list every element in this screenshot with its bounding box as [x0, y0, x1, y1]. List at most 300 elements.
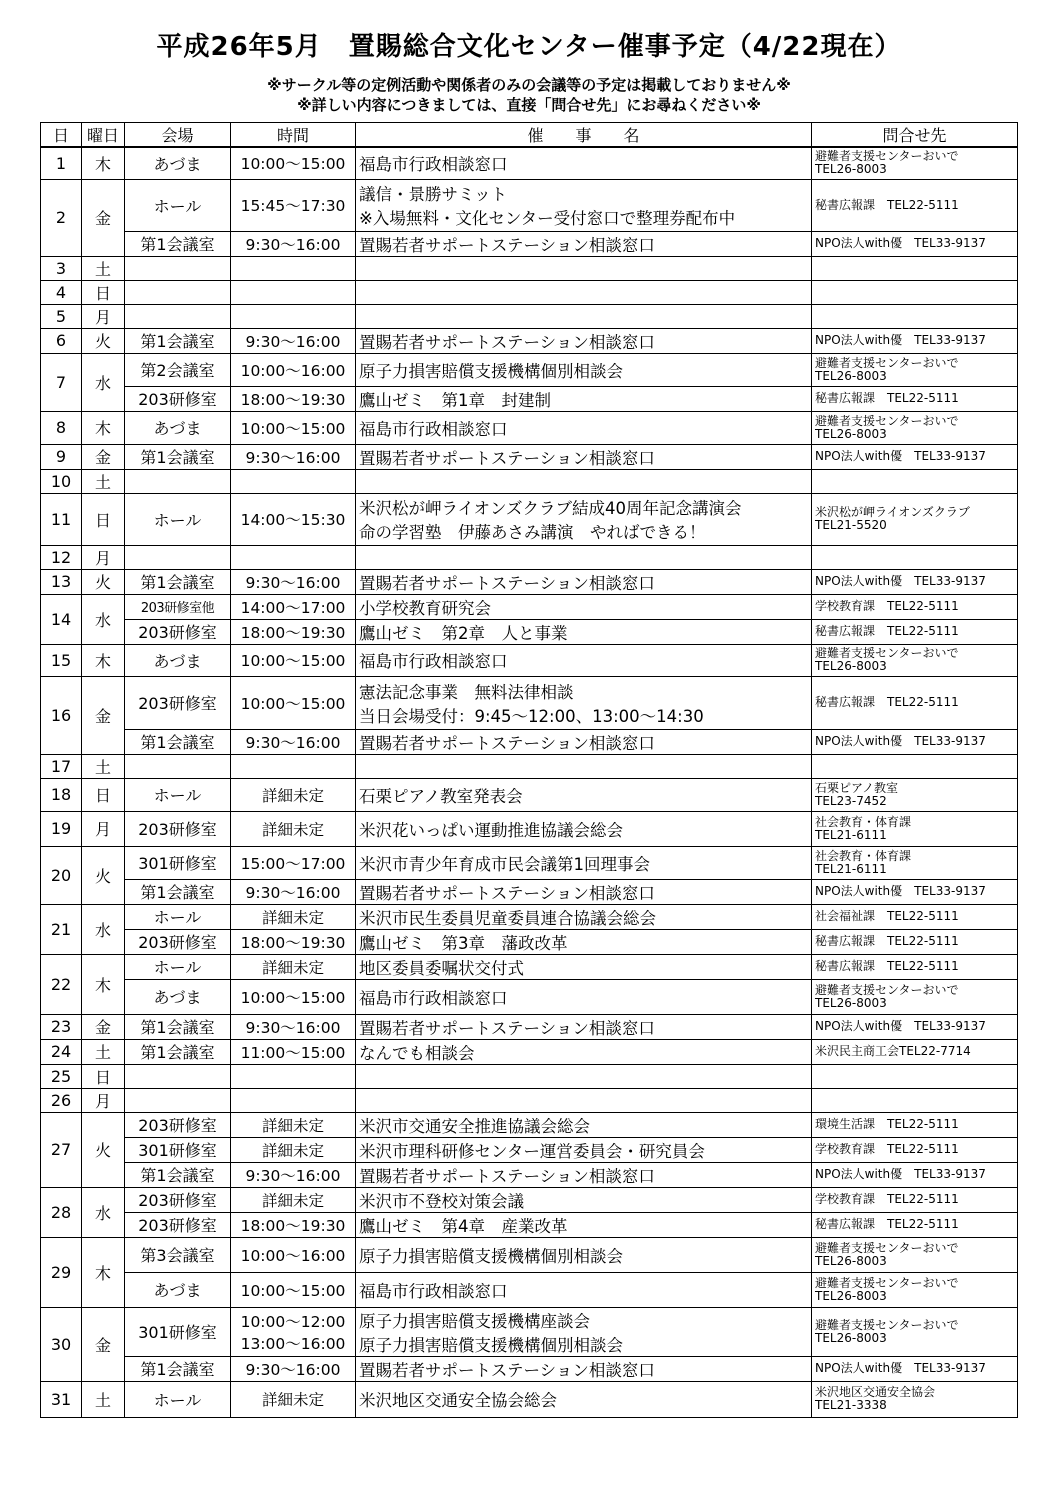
schedule-table	[40, 122, 1018, 1418]
contact-line: TEL26-8003	[815, 995, 887, 1010]
day-cell: 7	[41, 353, 82, 411]
time-line: 9:30～16:00	[245, 883, 341, 902]
event-line: 福島市行政相談窓口	[359, 155, 508, 175]
venue-cell: 第3会議室	[125, 1237, 231, 1272]
contact-line: 学校教育課 TEL22-5111	[815, 599, 959, 613]
event-line: 米沢花いっぱい運動推進協議会総会	[359, 820, 623, 840]
venue-cell: あづま	[125, 147, 231, 179]
contact-cell	[812, 493, 1018, 545]
day-cell: 23	[41, 1014, 82, 1039]
venue-cell: あづま	[125, 1272, 231, 1307]
contact-cell	[812, 386, 1018, 411]
event-line: ※入場無料・文化センター受付窓口で整理券配布中	[359, 209, 736, 228]
time-line: 18:00～19:30	[240, 1216, 346, 1235]
event-cell	[356, 754, 812, 778]
event-line: 米沢市青少年育成市民会議第1回理事会	[359, 854, 650, 874]
time-line: 10:00～15:00	[240, 419, 346, 438]
contact-cell	[812, 1088, 1018, 1112]
contact-cell	[812, 304, 1018, 328]
event-cell	[356, 444, 812, 469]
time-cell	[231, 569, 356, 594]
day-cell: 5	[41, 304, 82, 328]
time-line: 詳細未定	[261, 958, 324, 977]
contact-line: TEL21-3338	[815, 1398, 887, 1412]
table-row	[41, 304, 1018, 328]
day-cell: 15	[41, 644, 82, 676]
event-cell	[356, 729, 812, 754]
event-cell	[356, 929, 812, 954]
contact-cell	[812, 811, 1018, 846]
time-line: 9:30～16:00	[245, 1360, 341, 1379]
event-cell	[356, 1088, 812, 1112]
table-row	[41, 1237, 1018, 1272]
time-cell	[231, 879, 356, 904]
time-cell	[231, 778, 356, 811]
time-cell	[231, 493, 356, 545]
table-row	[41, 1381, 1018, 1417]
time-line: 9:30～16:00	[245, 573, 341, 592]
time-cell	[231, 179, 356, 231]
time-cell	[231, 1039, 356, 1064]
table-row	[41, 1356, 1018, 1381]
contact-line: 避難者支援センターおいで	[815, 355, 959, 370]
venue-cell: 第1会議室	[125, 1356, 231, 1381]
weekday-cell: 金	[82, 179, 125, 256]
contact-cell	[812, 1381, 1018, 1417]
time-cell	[231, 619, 356, 644]
time-cell	[231, 1112, 356, 1137]
time-cell	[231, 280, 356, 304]
weekday-cell: 日	[82, 493, 125, 545]
day-cell: 27	[41, 1112, 82, 1187]
venue-cell: ホール	[125, 954, 231, 979]
day-cell: 9	[41, 444, 82, 469]
event-cell	[356, 328, 812, 353]
event-cell	[356, 1137, 812, 1162]
contact-line: 避難者支援センターおいで	[815, 1240, 959, 1255]
weekday-cell: 火	[82, 569, 125, 594]
venue-cell: 203研修室	[125, 386, 231, 411]
time-cell	[231, 1187, 356, 1212]
day-cell: 25	[41, 1064, 82, 1088]
event-line: 議信・景勝サミット	[359, 185, 508, 204]
table-row	[41, 754, 1018, 778]
table-row	[41, 444, 1018, 469]
contact-line: 避難者支援センターおいで	[815, 149, 959, 164]
table-row	[41, 569, 1018, 594]
venue-cell: ホール	[125, 1381, 231, 1417]
contact-line: NPO法人with優 TEL33-9137	[815, 333, 986, 347]
contact-cell	[812, 979, 1018, 1014]
table-row	[41, 545, 1018, 569]
contact-cell	[812, 778, 1018, 811]
time-cell	[231, 929, 356, 954]
contact-cell	[812, 676, 1018, 729]
venue-cell: 203研修室	[125, 1187, 231, 1212]
time-line: 14:00～17:00	[240, 598, 346, 617]
time-line: 詳細未定	[261, 786, 324, 805]
time-cell	[231, 1137, 356, 1162]
weekday-cell: 水	[82, 353, 125, 411]
contact-line: TEL26-8003	[815, 1330, 887, 1345]
header-day: 日	[41, 123, 82, 148]
time-line: 9:30～16:00	[245, 1166, 341, 1185]
event-cell	[356, 280, 812, 304]
header-weekday: 曜日	[82, 123, 125, 148]
venue-cell: あづま	[125, 644, 231, 676]
venue-cell	[125, 469, 231, 493]
table-row	[41, 493, 1018, 545]
weekday-cell: 木	[82, 954, 125, 1014]
note-line-1: ※サークル等の定例活動や関係者のみの会議等の予定は掲載しておりません※	[267, 76, 791, 94]
table-row	[41, 179, 1018, 231]
event-line: 鷹山ゼミ 第2章 人と事業	[359, 623, 568, 643]
venue-cell: ホール	[125, 179, 231, 231]
table-row	[41, 846, 1018, 879]
event-line: 原子力損害賠償支援機構座談会	[359, 1311, 590, 1331]
table-row	[41, 1187, 1018, 1212]
time-cell	[231, 676, 356, 729]
table-row	[41, 1137, 1018, 1162]
time-cell	[231, 256, 356, 280]
time-cell	[231, 231, 356, 256]
event-cell	[356, 954, 812, 979]
day-cell: 30	[41, 1307, 82, 1381]
contact-cell	[812, 1187, 1018, 1212]
weekday-cell: 水	[82, 594, 125, 644]
event-line: 米沢市不登校対策会議	[359, 1191, 524, 1211]
weekday-cell: 金	[82, 1307, 125, 1381]
event-line: 米沢松が岬ライオンズクラブ結成40周年記念講演会	[359, 499, 742, 518]
table-row	[41, 1212, 1018, 1237]
time-cell	[231, 729, 356, 754]
venue-cell: 第2会議室	[125, 353, 231, 386]
time-line: 9:30～16:00	[245, 235, 341, 254]
venue-cell: 301研修室	[125, 1307, 231, 1356]
event-line: 鷹山ゼミ 第3章 藩政改革	[359, 933, 568, 953]
weekday-cell: 金	[82, 676, 125, 754]
day-cell: 20	[41, 846, 82, 904]
weekday-cell: 月	[82, 1088, 125, 1112]
event-line: 原子力損害賠償支援機構個別相談会	[359, 1246, 623, 1266]
table-row	[41, 979, 1018, 1014]
event-line: 地区委員委嘱状交付式	[359, 958, 524, 978]
time-line: 詳細未定	[261, 1391, 324, 1409]
event-cell	[356, 644, 812, 676]
weekday-cell: 日	[82, 778, 125, 811]
day-cell: 19	[41, 811, 82, 846]
contact-line: TEL23-7452	[815, 793, 887, 808]
time-line: 10:00～15:00	[240, 988, 346, 1007]
event-cell	[356, 1212, 812, 1237]
time-cell	[231, 411, 356, 444]
event-line: 置賜若者サポートステーション相談窓口	[359, 733, 655, 753]
note-line-2: ※詳しい内容につきましては、直接「問合せ先」にお尋ねください※	[297, 96, 761, 114]
event-cell	[356, 1187, 812, 1212]
contact-cell	[812, 644, 1018, 676]
venue-cell: 第1会議室	[125, 569, 231, 594]
contact-cell	[812, 1137, 1018, 1162]
weekday-cell: 木	[82, 411, 125, 444]
weekday-cell: 金	[82, 444, 125, 469]
contact-cell	[812, 353, 1018, 386]
contact-cell	[812, 846, 1018, 879]
contact-line: 石栗ピアノ教室	[815, 780, 899, 795]
time-line: 詳細未定	[261, 1141, 324, 1160]
contact-cell	[812, 904, 1018, 929]
contact-line: NPO法人with優 TEL33-9137	[815, 734, 986, 748]
contact-cell	[812, 1272, 1018, 1307]
weekday-cell: 火	[82, 1112, 125, 1187]
venue-cell	[125, 1088, 231, 1112]
contact-line: TEL26-8003	[815, 1288, 887, 1303]
day-cell: 28	[41, 1187, 82, 1237]
contact-cell	[812, 444, 1018, 469]
event-line: 米沢市理科研修センター運営委員会・研究員会	[359, 1141, 705, 1161]
table-row	[41, 1112, 1018, 1137]
contact-line: NPO法人with優 TEL33-9137	[815, 574, 986, 588]
event-cell	[356, 147, 812, 179]
venue-cell: 第1会議室	[125, 328, 231, 353]
time-line: 10:00～15:00	[240, 1281, 346, 1300]
weekday-cell: 水	[82, 904, 125, 954]
time-cell	[231, 545, 356, 569]
event-line: 置賜若者サポートステーション相談窓口	[359, 1018, 655, 1038]
contact-cell	[812, 729, 1018, 754]
day-cell: 6	[41, 328, 82, 353]
table-row	[41, 1039, 1018, 1064]
contact-line: NPO法人with優 TEL33-9137	[815, 1019, 986, 1033]
contact-line: NPO法人with優 TEL33-9137	[815, 884, 986, 898]
event-line: 原子力損害賠償支援機構個別相談会	[359, 361, 623, 381]
event-cell	[356, 879, 812, 904]
event-cell	[356, 231, 812, 256]
day-cell: 31	[41, 1381, 82, 1417]
event-line: 小学校教育研究会	[359, 598, 491, 618]
contact-line: TEL21-6111	[815, 827, 887, 842]
event-line: 米沢地区交通安全協会総会	[359, 1391, 557, 1410]
time-cell	[231, 1307, 356, 1356]
event-line: 命の学習塾 伊藤あさみ講演 やればできる！	[359, 523, 706, 542]
event-cell	[356, 493, 812, 545]
time-line: 10:00～12:00	[240, 1312, 346, 1331]
event-cell	[356, 256, 812, 280]
time-line: 13:00～16:00	[240, 1334, 346, 1353]
venue-cell	[125, 1064, 231, 1088]
table-row	[41, 280, 1018, 304]
contact-cell	[812, 1162, 1018, 1187]
time-line: 10:00～15:00	[240, 652, 346, 670]
time-cell	[231, 1064, 356, 1088]
contact-line: NPO法人with優 TEL33-9137	[815, 449, 986, 463]
table-row	[41, 594, 1018, 619]
table-row	[41, 1064, 1018, 1088]
time-line: 10:00～15:00	[240, 155, 346, 174]
contact-cell	[812, 1212, 1018, 1237]
time-cell	[231, 444, 356, 469]
weekday-cell: 日	[82, 1064, 125, 1088]
weekday-cell: 月	[82, 304, 125, 328]
table-row	[41, 1162, 1018, 1187]
table-row	[41, 619, 1018, 644]
day-cell: 1	[41, 147, 82, 179]
venue-cell: 第1会議室	[125, 1014, 231, 1039]
day-cell: 29	[41, 1237, 82, 1307]
header-time: 時間	[231, 123, 356, 148]
event-line: 福島市行政相談窓口	[359, 1281, 508, 1301]
venue-cell: 301研修室	[125, 846, 231, 879]
contact-line: 秘書広報課 TEL22-5111	[815, 391, 959, 405]
time-cell	[231, 353, 356, 386]
contact-line: 米沢松が岬ライオンズクラブ	[815, 505, 970, 519]
contact-line: 学校教育課 TEL22-5111	[815, 1192, 959, 1206]
time-cell	[231, 1014, 356, 1039]
event-cell	[356, 469, 812, 493]
time-line: 詳細未定	[261, 1116, 324, 1135]
contact-cell	[812, 1356, 1018, 1381]
table-row	[41, 256, 1018, 280]
contact-cell	[812, 929, 1018, 954]
time-line: 18:00～19:30	[240, 390, 346, 409]
time-line: 18:00～19:30	[240, 623, 346, 642]
venue-cell: 第1会議室	[125, 444, 231, 469]
contact-line: 避難者支援センターおいで	[815, 413, 959, 428]
contact-line: 米沢民主商工会TEL22-7714	[815, 1044, 971, 1058]
weekday-cell: 金	[82, 1014, 125, 1039]
event-line: 原子力損害賠償支援機構個別相談会	[359, 1335, 623, 1355]
weekday-cell: 土	[82, 1381, 125, 1417]
time-line: 14:00～15:30	[240, 511, 346, 529]
contact-line: 社会教育・体育課	[815, 814, 912, 829]
contact-cell	[812, 1307, 1018, 1356]
event-line: 憲法記念事業 無料法律相談	[359, 682, 574, 702]
venue-cell: 203研修室	[125, 1212, 231, 1237]
event-cell	[356, 545, 812, 569]
schedule-body	[41, 147, 1018, 1417]
time-cell	[231, 594, 356, 619]
contact-line: 秘書広報課 TEL22-5111	[815, 1217, 959, 1231]
event-line: 石栗ピアノ教室発表会	[359, 786, 523, 806]
day-cell: 10	[41, 469, 82, 493]
venue-cell: ホール	[125, 493, 231, 545]
venue-cell: 第1会議室	[125, 1162, 231, 1187]
table-row	[41, 929, 1018, 954]
day-cell: 26	[41, 1088, 82, 1112]
header-row	[41, 123, 1018, 148]
event-line: 置賜若者サポートステーション相談窓口	[359, 332, 655, 352]
time-line: 15:00～17:00	[240, 854, 346, 873]
event-cell	[356, 1064, 812, 1088]
venue-cell: 203研修室	[125, 676, 231, 729]
event-cell	[356, 1356, 812, 1381]
venue-cell	[125, 280, 231, 304]
event-cell	[356, 569, 812, 594]
contact-line: NPO法人with優 TEL33-9137	[815, 1167, 986, 1181]
event-cell	[356, 594, 812, 619]
contact-line: 秘書広報課 TEL22-5111	[815, 934, 959, 948]
event-cell	[356, 1307, 812, 1356]
venue-cell: あづま	[125, 411, 231, 444]
contact-line: 秘書広報課 TEL22-5111	[815, 197, 959, 212]
event-cell	[356, 1014, 812, 1039]
table-row	[41, 954, 1018, 979]
contact-line: 米沢地区交通安全協会	[815, 1385, 936, 1399]
table-row	[41, 386, 1018, 411]
time-line: 10:00～16:00	[240, 361, 346, 380]
venue-cell: 203研修室他	[125, 594, 231, 619]
weekday-cell: 水	[82, 1187, 125, 1237]
weekday-cell: 火	[82, 328, 125, 353]
contact-line: 学校教育課 TEL22-5111	[815, 1142, 959, 1156]
event-line: 米沢市民生委員児童委員連合協議会総会	[359, 908, 656, 928]
table-row	[41, 1088, 1018, 1112]
event-cell	[356, 386, 812, 411]
event-cell	[356, 979, 812, 1014]
contact-cell	[812, 411, 1018, 444]
time-line: 詳細未定	[261, 908, 324, 927]
day-cell: 11	[41, 493, 82, 545]
time-line: 9:30～16:00	[245, 1018, 341, 1037]
venue-cell: 第1会議室	[125, 729, 231, 754]
event-cell	[356, 1381, 812, 1417]
venue-cell: 第1会議室	[125, 231, 231, 256]
day-cell: 16	[41, 676, 82, 754]
time-cell	[231, 1272, 356, 1307]
event-line: なんでも相談会	[359, 1043, 475, 1063]
event-line: 福島市行政相談窓口	[359, 652, 508, 671]
contact-cell	[812, 954, 1018, 979]
time-cell	[231, 1237, 356, 1272]
contact-line: 環境生活課 TEL22-5111	[815, 1117, 959, 1131]
contact-line: NPO法人with優 TEL33-9137	[815, 1361, 986, 1375]
contact-cell	[812, 1237, 1018, 1272]
event-line: 置賜若者サポートステーション相談窓口	[359, 235, 655, 255]
venue-cell	[125, 256, 231, 280]
event-cell	[356, 1272, 812, 1307]
venue-cell	[125, 304, 231, 328]
event-cell	[356, 676, 812, 729]
contact-line: TEL21-6111	[815, 861, 887, 876]
event-line: 置賜若者サポートステーション相談窓口	[359, 1360, 655, 1380]
weekday-cell: 土	[82, 256, 125, 280]
day-cell: 8	[41, 411, 82, 444]
venue-cell: 第1会議室	[125, 879, 231, 904]
contact-line: TEL26-8003	[815, 426, 887, 441]
event-cell	[356, 179, 812, 231]
event-cell	[356, 778, 812, 811]
table-row	[41, 1272, 1018, 1307]
weekday-cell: 月	[82, 545, 125, 569]
contact-line: 秘書広報課 TEL22-5111	[815, 959, 959, 973]
contact-cell	[812, 179, 1018, 231]
weekday-cell: 木	[82, 147, 125, 179]
time-cell	[231, 147, 356, 179]
weekday-cell: 木	[82, 644, 125, 676]
day-cell: 3	[41, 256, 82, 280]
table-row	[41, 729, 1018, 754]
weekday-cell: 木	[82, 1237, 125, 1307]
time-line: 10:00～15:00	[240, 694, 346, 713]
time-cell	[231, 328, 356, 353]
table-row	[41, 328, 1018, 353]
table-row	[41, 676, 1018, 729]
time-line: 詳細未定	[261, 1191, 324, 1210]
day-cell: 21	[41, 904, 82, 954]
event-cell	[356, 1237, 812, 1272]
time-cell	[231, 644, 356, 676]
contact-cell	[812, 1064, 1018, 1088]
time-cell	[231, 754, 356, 778]
